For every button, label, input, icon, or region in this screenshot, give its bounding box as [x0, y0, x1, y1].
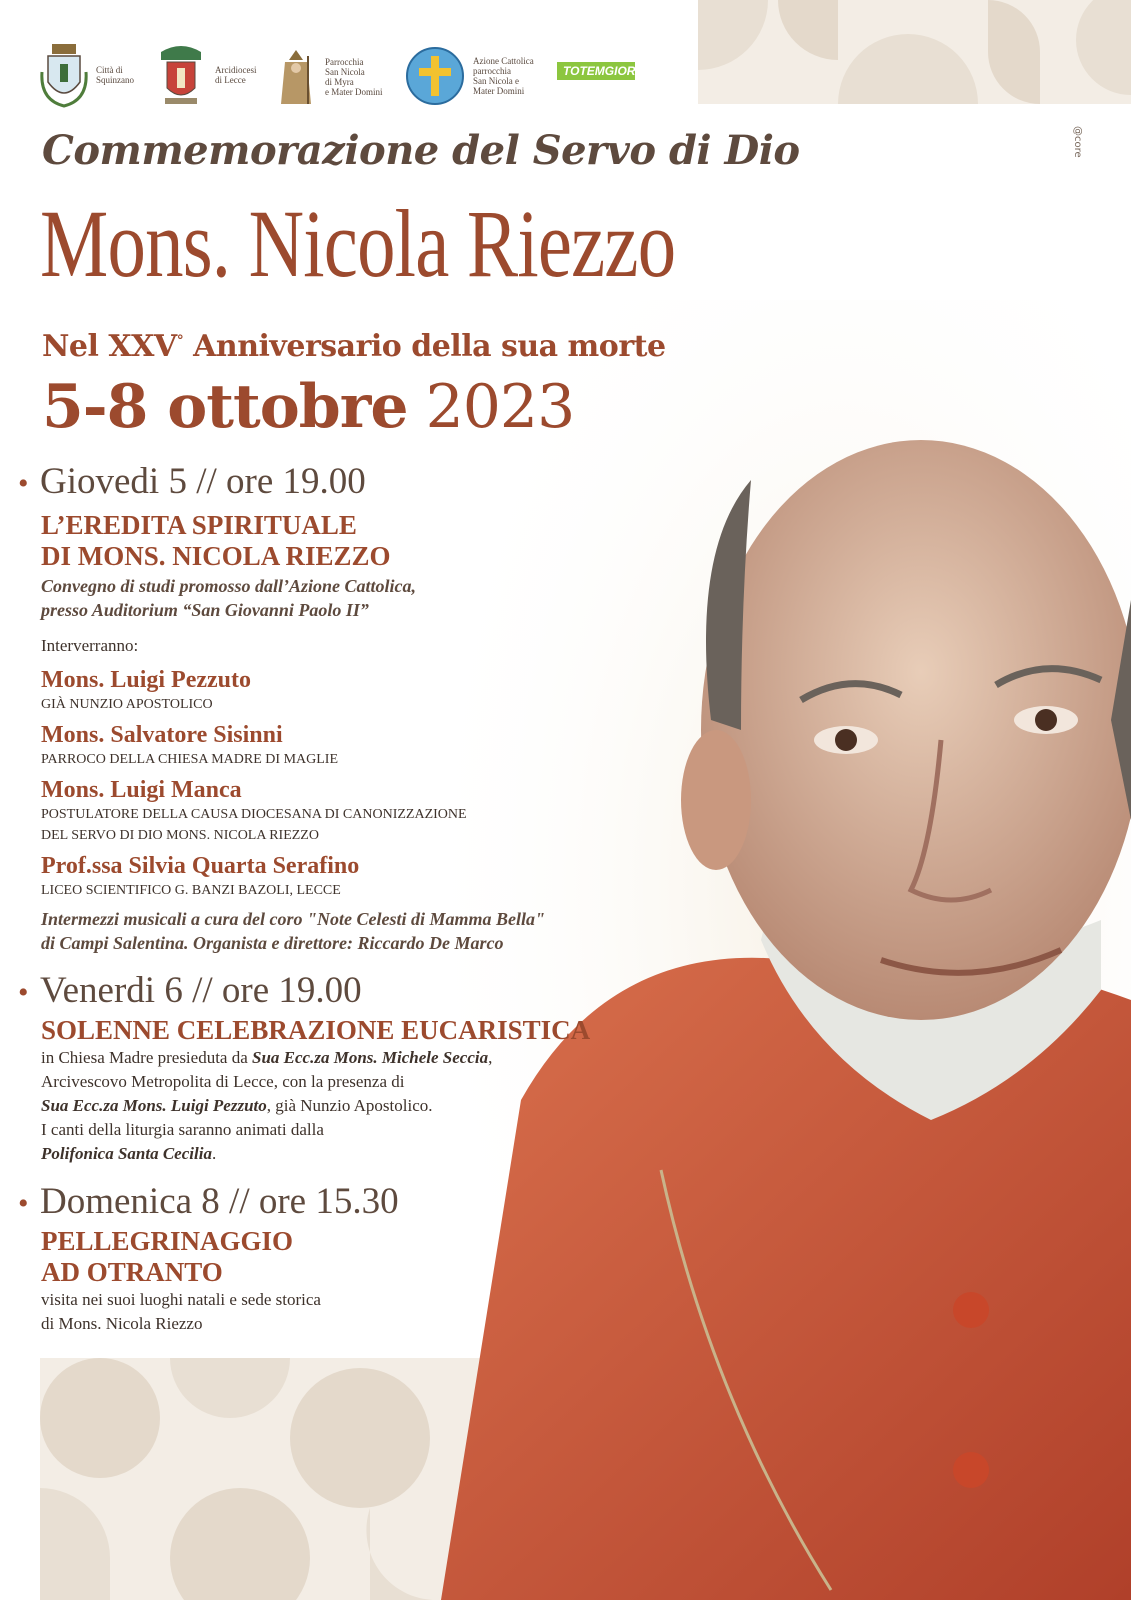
logo-text-line: Parrocchia: [325, 57, 364, 67]
subtitle-part: Nel XXV: [42, 329, 177, 364]
music-note: di Campi Salentina. Organista e direttore: Riccardo De Marco: [41, 933, 504, 953]
event-title: SOLENNE CELEBRAZIONE EUCARISTICA: [41, 1015, 591, 1045]
logo-text-line: San Nicola e: [473, 76, 519, 86]
pretitle: Commemorazione del Servo di Dio: [42, 127, 800, 174]
page-title: Mons. Nicola Riezzo: [40, 190, 676, 297]
event-description: [41, 1094, 678, 1118]
event-title: PELLEGRINAGGIO: [41, 1226, 294, 1256]
event-title: DI MONS. NICOLA RIEZZO: [41, 541, 391, 571]
event-description: Arcivescovo Metropolita di Lecce, con la presenza di: [41, 1072, 405, 1091]
text-part: in Chiesa Madre presieduta da: [41, 1048, 253, 1067]
logo-text-line: Squinzano: [96, 75, 134, 85]
event-program: [18, 460, 678, 1336]
text-part: ,: [488, 1048, 493, 1067]
bullet-icon: •: [18, 467, 29, 500]
logo-text-line: Azione Cattolica: [473, 56, 534, 66]
event-title: L’EREDITA SPIRITUALE: [41, 510, 357, 540]
speaker-name: Mons. Luigi Manca: [41, 777, 242, 803]
archdiocese-crest-icon: [155, 42, 207, 108]
event-dates: [42, 372, 574, 442]
time-label: // ore 15.30: [219, 1181, 399, 1222]
text-part: , già Nunzio Apostolico.: [266, 1096, 433, 1115]
speaker-role: GIÀ NUNZIO APOSTOLICO: [41, 697, 213, 712]
time-label: // ore 19.00: [182, 970, 362, 1011]
speaker-name: Prof.ssa Silvia Quarta Serafino: [41, 853, 360, 879]
day-label: Giovedi 5: [40, 461, 187, 502]
logo-text-line: di Lecce: [215, 75, 246, 85]
logo-squinzano: [40, 42, 134, 108]
logo-text-line: San Nicola: [325, 67, 365, 77]
day-heading: [18, 460, 678, 506]
event-description: visita nei suoi luoghi natali e sede storica: [41, 1290, 321, 1309]
speakers-label: Interverranno:: [41, 636, 139, 655]
logo-text-line: Città di: [96, 65, 123, 75]
date-range: 5-8 ottobre: [42, 372, 408, 442]
logo-azione-cattolica: [405, 46, 534, 106]
day-label: Domenica 8: [40, 1181, 220, 1222]
event-description: I canti della liturgia saranno animati dalla: [41, 1120, 324, 1139]
bullet-icon: •: [18, 1187, 29, 1220]
azione-cattolica-cross-icon: [405, 46, 465, 106]
totem-giornale-badge: TOTEMGIORNALE: [557, 62, 635, 80]
day-heading: [18, 1180, 678, 1226]
event-description: presso Auditorium “San Giovanni Paolo II”: [41, 600, 369, 620]
day-label: Venerdi 6: [40, 970, 183, 1011]
anniversary-subtitle: [42, 329, 666, 364]
bullet-icon: •: [18, 976, 29, 1009]
event-description: Convegno di studi promosso dall’Azione Cattolica,: [41, 576, 417, 596]
speaker-role: LICEO SCIENTIFICO G. BANZI BAZOLI, LECCE: [41, 883, 341, 898]
speaker-name: Mons. Salvatore Sisinni: [41, 722, 283, 748]
top-right-pattern: [698, 0, 1131, 104]
music-note: Intermezzi musicali a cura del coro "Note Celesti di Mamma Bella": [41, 909, 545, 929]
degree-mark: °: [176, 333, 184, 349]
event-title: AD OTRANTO: [41, 1257, 223, 1287]
text-part: Sua Ecc.za Mons. Luigi Pezzuto: [41, 1096, 267, 1115]
event-description: [41, 1142, 678, 1166]
logo-arcidiocesi: [155, 42, 256, 108]
designer-credit: @core: [1072, 126, 1083, 158]
logo-text-line: Arcidiocesi: [215, 65, 257, 75]
saint-nicholas-icon: [275, 48, 317, 106]
date-year: 2023: [407, 372, 575, 442]
logo-text-line: e Mater Domini: [325, 87, 383, 97]
logo-text-line: Mater Domini: [473, 86, 525, 96]
text-part: .: [211, 1144, 217, 1163]
logo-text-line: parrocchia: [473, 66, 511, 76]
coat-of-arms-icon: [40, 42, 88, 108]
event-description: di Mons. Nicola Riezzo: [41, 1314, 203, 1333]
speaker-name: Mons. Luigi Pezzuto: [41, 667, 251, 693]
time-label: // ore 19.00: [186, 461, 366, 502]
logo-text-line: di Myra: [325, 77, 354, 87]
text-part: Sua Ecc.za Mons. Michele Seccia: [252, 1048, 489, 1067]
logo-parrocchia: [275, 48, 383, 106]
subtitle-part: Anniversario della sua morte: [183, 329, 666, 364]
speaker-role: PARROCO DELLA CHIESA MADRE DI MAGLIE: [41, 752, 339, 767]
event-description: [41, 1046, 678, 1070]
day-heading: [18, 969, 678, 1015]
text-part: Polifonica Santa Cecilia: [41, 1144, 212, 1163]
speaker-role: DEL SERVO DI DIO MONS. NICOLA RIEZZO: [41, 828, 319, 843]
speaker-role: POSTULATORE DELLA CAUSA DIOCESANA DI CANONIZZAZIONE: [41, 807, 467, 822]
logo-totem-giornale: [557, 62, 669, 80]
